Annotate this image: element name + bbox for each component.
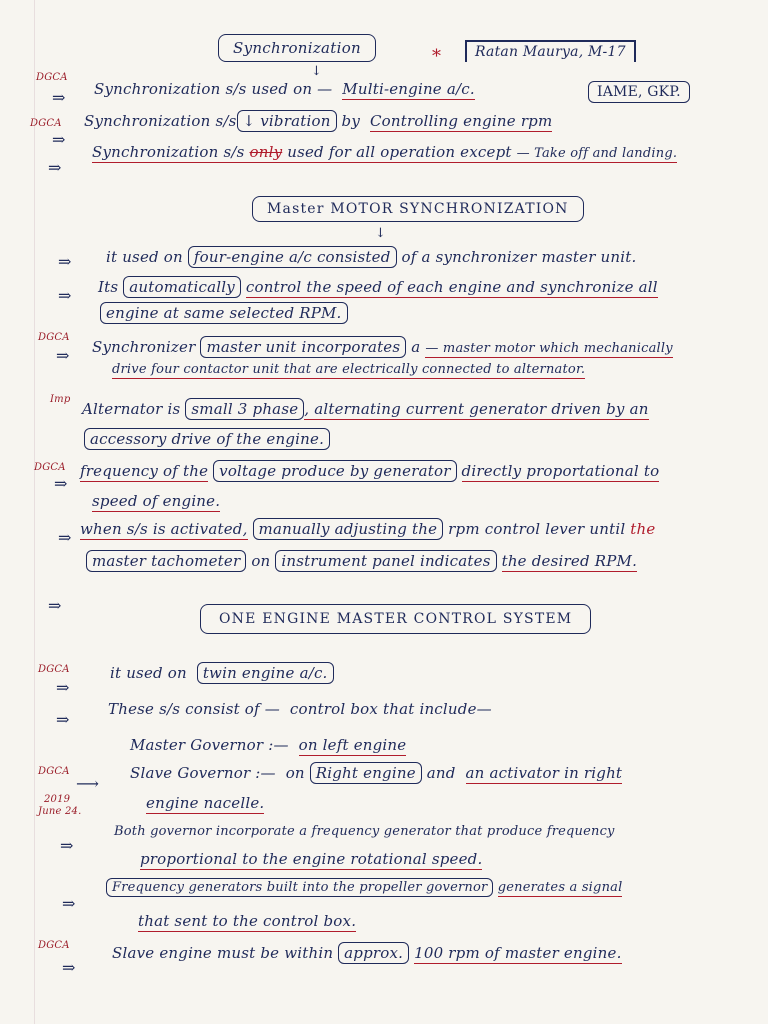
- dgca-tag: DGCA: [38, 332, 70, 343]
- dgca-tag: DGCA: [38, 940, 70, 951]
- bullet-arrow-icon: ⇒: [62, 958, 76, 977]
- s3-line7: proportional to the engine rotational speed.: [140, 850, 483, 868]
- s2-line6: Alternator is small 3 phase , alternating current generator driven by an: [82, 400, 649, 418]
- s3-line1: it used on twin engine a/c.: [110, 664, 334, 682]
- bullet-arrow-icon: ⇒: [48, 158, 62, 177]
- s1-line2: Synchronization s/s ↓ vibration by Controlling engine rpm: [84, 112, 553, 130]
- institute-name: IAME, GKP.: [597, 84, 681, 100]
- bullet-arrow-icon: ⇒: [58, 252, 72, 271]
- dgca-tag: DGCA: [30, 118, 62, 129]
- s1-line3: Synchronization s/s only used for all operation except — Take off and landing.: [92, 143, 678, 161]
- bullet-arrow-icon: ⇒: [52, 130, 66, 149]
- imp-tag: Imp: [50, 394, 71, 405]
- bullet-arrow-icon: ⇒: [52, 88, 66, 107]
- author-bracket: [465, 40, 636, 62]
- long-arrow-icon: ⟶: [76, 774, 99, 793]
- s3-line8: Frequency generators built into the propeller governor generates a signal: [106, 880, 622, 895]
- institute-box: [588, 81, 690, 103]
- s2-line1: it used on four-engine a/c consisted of a synchronizer master unit.: [106, 248, 637, 266]
- s2-line3: engine at same selected RPM.: [100, 304, 348, 322]
- s3-line4: Slave Governor :— on Right engine and an activator in right: [130, 764, 623, 782]
- down-arrow-icon: ↓: [311, 64, 322, 79]
- s2-line8: frequency of the voltage produce by generator directly proportational to: [80, 462, 660, 480]
- dgca-tag: DGCA: [36, 72, 68, 83]
- star-mark: *: [432, 46, 442, 67]
- bullet-arrow-icon: ⇒: [58, 286, 72, 305]
- dgca-tag: DGCA: [34, 462, 66, 473]
- s3-line3: Master Governor :— on left engine: [130, 736, 407, 754]
- s1-line1: Synchronization s/s used on — Multi-engine a/c.: [94, 80, 475, 98]
- bullet-arrow-icon: ⇒: [54, 474, 68, 493]
- date-tag-year: 2019: [44, 794, 71, 805]
- s3-line6: Both governor incorporate a frequency generator that produce frequency: [114, 824, 615, 839]
- section-heading-one-engine: ONE ENGINE MASTER CONTROL SYSTEM: [200, 604, 591, 634]
- title-box: [218, 34, 376, 62]
- date-tag-day: June 24.: [38, 806, 82, 817]
- s2-line4: Synchronizer master unit incorporates a — master motor which mechanically: [92, 338, 673, 356]
- bullet-arrow-icon: ⇒: [56, 678, 70, 697]
- bullet-arrow-icon: ⇒: [56, 710, 70, 729]
- s3-line5: engine nacelle.: [146, 794, 265, 812]
- author-name: Ratan Maurya, M-17: [475, 44, 626, 60]
- dgca-tag: DGCA: [38, 766, 70, 777]
- bullet-arrow-icon: ⇒: [56, 346, 70, 365]
- bullet-arrow-icon: ⇒: [60, 836, 74, 855]
- s2-line11: master tachometer on instrument panel indicates the desired RPM.: [86, 552, 637, 570]
- s2-line9: speed of engine.: [92, 492, 221, 510]
- s2-line2: Its automatically control the speed of each engine and synchronize all: [98, 278, 658, 296]
- down-arrow-icon: ↓: [375, 226, 386, 241]
- s2-line5: drive four contactor unit that are electrically connected to alternator.: [112, 362, 586, 377]
- s2-line10: when s/s is activated, manually adjusting the rpm control lever until the: [80, 520, 656, 538]
- section-heading-master-motor: Master MOTOR SYNCHRONIZATION: [252, 196, 584, 222]
- bullet-arrow-icon: ⇒: [62, 894, 76, 913]
- bullet-arrow-icon: ⇒: [58, 528, 72, 547]
- margin-line: [0, 0, 35, 1024]
- s3-line2: These s/s consist of — control box that include—: [108, 700, 492, 718]
- dgca-tag: DGCA: [38, 664, 70, 675]
- page-title: Synchronization: [233, 39, 361, 57]
- s3-line9: that sent to the control box.: [138, 912, 357, 930]
- s3-line10: Slave engine must be within approx. 100 rpm of master engine.: [112, 944, 622, 962]
- s2-line7: accessory drive of the engine.: [84, 430, 330, 448]
- bullet-arrow-icon: ⇒: [48, 596, 62, 615]
